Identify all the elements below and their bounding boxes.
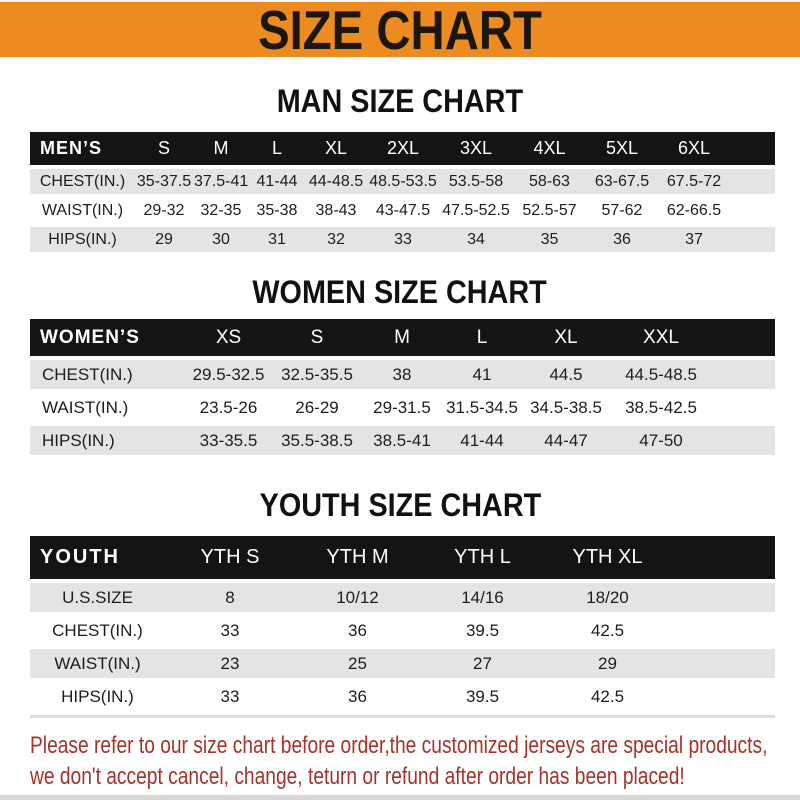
men-size-table [30, 128, 775, 256]
value-cell: 43-47.5 [367, 198, 439, 223]
value-cell: 48.5-53.5 [367, 169, 439, 194]
value-cell: 34.5-38.5 [522, 393, 610, 422]
value-cell: 27 [420, 649, 545, 678]
page-title: SIZE CHART [258, 0, 542, 61]
men-size-header: 6XL [658, 132, 730, 165]
men-size-header: XL [305, 132, 367, 165]
value-cell: 10/12 [295, 583, 420, 612]
value-cell: 63-67.5 [586, 169, 658, 194]
value-cell: 32.5-35.5 [272, 360, 362, 389]
row-label: CHEST(IN.) [30, 360, 185, 389]
row-label: WAIST(IN.) [30, 393, 185, 422]
row-spacer [712, 360, 775, 389]
value-cell: 36 [586, 227, 658, 252]
youth-table-underline [30, 715, 775, 718]
row-spacer [730, 198, 775, 223]
youth-section-heading [0, 487, 800, 524]
value-cell: 58-63 [513, 169, 586, 194]
youth-header-row [30, 536, 775, 579]
men-chest-row [30, 169, 775, 194]
value-cell: 62-66.5 [658, 198, 730, 223]
value-cell: 38.5-41 [362, 426, 442, 455]
men-size-header: L [249, 132, 305, 165]
value-cell: 36 [295, 682, 420, 711]
value-cell: 35.5-38.5 [272, 426, 362, 455]
value-cell: 26-29 [272, 393, 362, 422]
value-cell: 25 [295, 649, 420, 678]
row-spacer [670, 649, 775, 678]
women-hips-row [30, 426, 775, 455]
row-spacer [730, 169, 775, 194]
value-cell: 37.5-41 [193, 169, 249, 194]
header-spacer [712, 319, 775, 356]
disclaimer-line-2: we don't accept cancel, change, teturn or refund after order has been placed! [30, 762, 685, 790]
row-spacer [670, 616, 775, 645]
value-cell: 8 [165, 583, 295, 612]
women-table-label: WOMEN’S [30, 319, 185, 356]
value-cell: 53.5-58 [439, 169, 513, 194]
value-cell: 29-31.5 [362, 393, 442, 422]
youth-ussize-row [30, 583, 775, 612]
value-cell: 18/20 [545, 583, 670, 612]
value-cell: 44.5 [522, 360, 610, 389]
youth-size-header: YTH L [420, 536, 545, 579]
youth-chest-row [30, 616, 775, 645]
value-cell: 39.5 [420, 682, 545, 711]
women-header-row [30, 319, 775, 356]
youth-size-header: YTH S [165, 536, 295, 579]
value-cell: 35-37.5 [135, 169, 193, 194]
value-cell: 31.5-34.5 [442, 393, 522, 422]
women-chest-row [30, 360, 775, 389]
value-cell: 33 [165, 616, 295, 645]
value-cell: 38-43 [305, 198, 367, 223]
value-cell: 47-50 [610, 426, 712, 455]
header-spacer [730, 132, 775, 165]
men-table-label: MEN’S [30, 132, 135, 165]
value-cell: 44.5-48.5 [610, 360, 712, 389]
value-cell: 29-32 [135, 198, 193, 223]
disclaimer-note [30, 731, 768, 792]
row-spacer [670, 682, 775, 711]
value-cell: 32-35 [193, 198, 249, 223]
value-cell: 39.5 [420, 616, 545, 645]
row-label: WAIST(IN.) [30, 649, 165, 678]
women-section-heading [0, 274, 800, 311]
value-cell: 44-48.5 [305, 169, 367, 194]
value-cell: 38.5-42.5 [610, 393, 712, 422]
men-size-header: 5XL [586, 132, 658, 165]
men-hips-row [30, 227, 775, 252]
value-cell: 14/16 [420, 583, 545, 612]
value-cell: 47.5-52.5 [439, 198, 513, 223]
youth-size-table [30, 532, 775, 715]
value-cell: 42.5 [545, 616, 670, 645]
men-size-header: M [193, 132, 249, 165]
value-cell: 36 [295, 616, 420, 645]
value-cell: 29 [135, 227, 193, 252]
women-section-heading-text: WOMEN SIZE CHART [252, 274, 548, 310]
youth-hips-row [30, 682, 775, 711]
value-cell: 31 [249, 227, 305, 252]
youth-section-heading-text: YOUTH SIZE CHART [259, 487, 541, 523]
men-size-header: 3XL [439, 132, 513, 165]
men-header-row [30, 132, 775, 165]
row-label: CHEST(IN.) [30, 169, 135, 194]
disclaimer-line-1: Please refer to our size chart before order,the customized jerseys are special products, [30, 732, 768, 759]
value-cell: 41-44 [249, 169, 305, 194]
women-size-table [30, 315, 775, 459]
women-size-header: XXL [610, 319, 712, 356]
row-spacer [712, 426, 775, 455]
banner [0, 0, 800, 61]
value-cell: 33 [165, 682, 295, 711]
value-cell: 33-35.5 [185, 426, 272, 455]
men-section-heading [0, 83, 800, 120]
value-cell: 44-47 [522, 426, 610, 455]
value-cell: 29.5-32.5 [185, 360, 272, 389]
men-size-header: 4XL [513, 132, 586, 165]
women-waist-row [30, 393, 775, 422]
row-label: CHEST(IN.) [30, 616, 165, 645]
value-cell: 42.5 [545, 682, 670, 711]
row-label: HIPS(IN.) [30, 227, 135, 252]
value-cell: 41-44 [442, 426, 522, 455]
value-cell: 34 [439, 227, 513, 252]
value-cell: 35 [513, 227, 586, 252]
value-cell: 57-62 [586, 198, 658, 223]
value-cell: 23.5-26 [185, 393, 272, 422]
row-label: HIPS(IN.) [30, 682, 165, 711]
value-cell: 29 [545, 649, 670, 678]
youth-table-label: YOUTH [30, 536, 165, 579]
row-spacer [712, 393, 775, 422]
youth-waist-row [30, 649, 775, 678]
women-size-header: M [362, 319, 442, 356]
youth-size-header: YTH XL [545, 536, 670, 579]
value-cell: 23 [165, 649, 295, 678]
value-cell: 37 [658, 227, 730, 252]
women-size-header: XL [522, 319, 610, 356]
youth-size-header: YTH M [295, 536, 420, 579]
row-spacer [730, 227, 775, 252]
value-cell: 67.5-72 [658, 169, 730, 194]
row-label: U.S.SIZE [30, 583, 165, 612]
value-cell: 38 [362, 360, 442, 389]
value-cell: 33 [367, 227, 439, 252]
men-section-heading-text: MAN SIZE CHART [276, 83, 524, 119]
value-cell: 32 [305, 227, 367, 252]
value-cell: 52.5-57 [513, 198, 586, 223]
row-spacer [670, 583, 775, 612]
men-size-header: S [135, 132, 193, 165]
men-waist-row [30, 198, 775, 223]
women-size-header: S [272, 319, 362, 356]
value-cell: 35-38 [249, 198, 305, 223]
value-cell: 41 [442, 360, 522, 389]
row-label: HIPS(IN.) [30, 426, 185, 455]
women-size-header: L [442, 319, 522, 356]
row-label: WAIST(IN.) [30, 198, 135, 223]
men-size-header: 2XL [367, 132, 439, 165]
bottom-edge-strip [0, 795, 800, 800]
header-spacer [670, 536, 775, 579]
value-cell: 30 [193, 227, 249, 252]
women-size-header: XS [185, 319, 272, 356]
